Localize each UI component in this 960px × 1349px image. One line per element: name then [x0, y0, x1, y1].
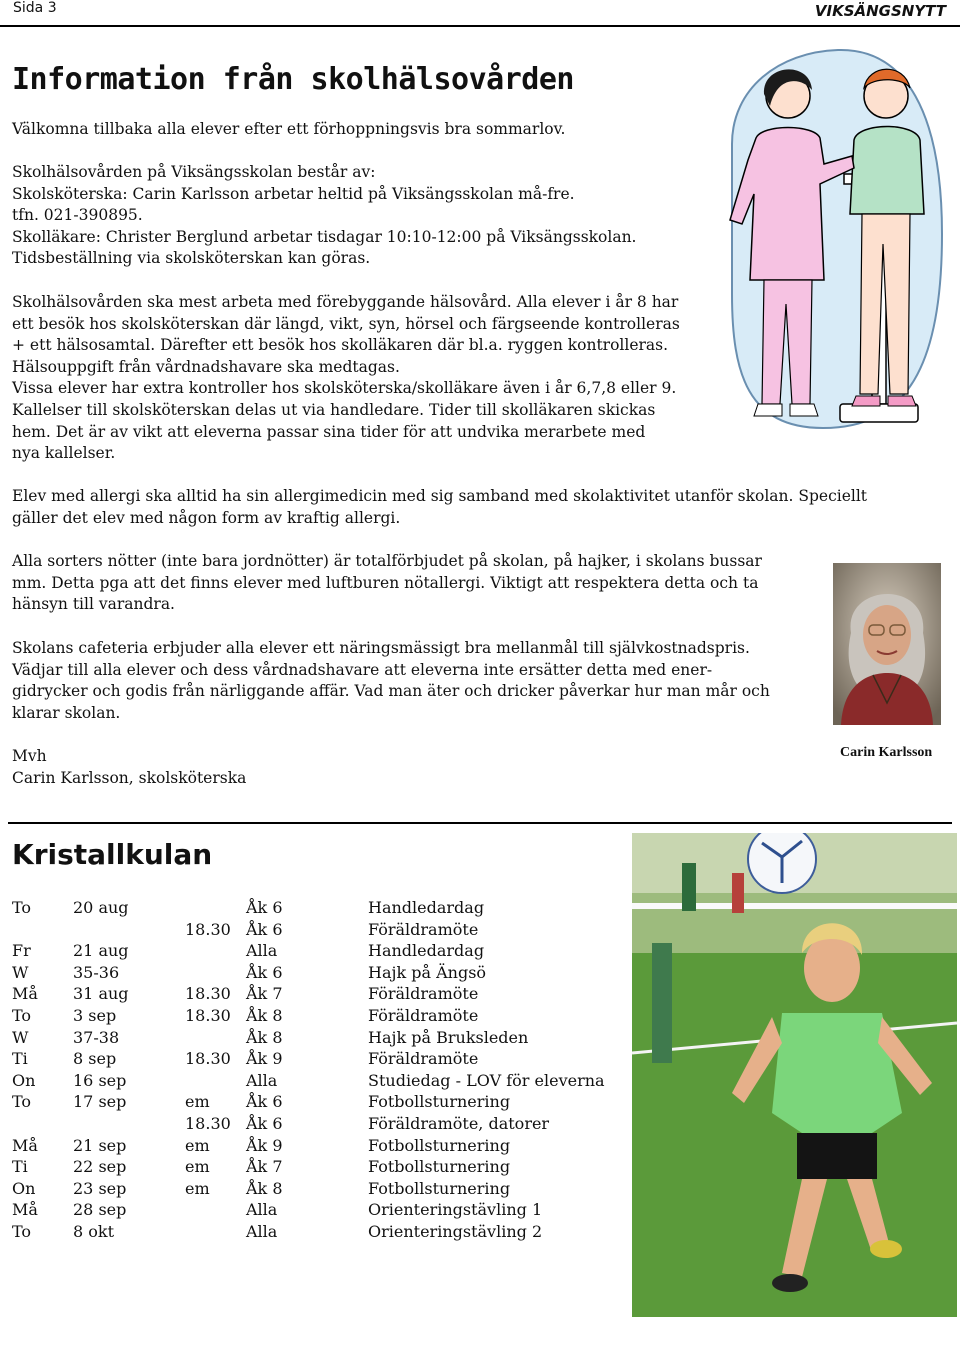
schedule-day	[12, 1113, 73, 1135]
schedule-day: To	[12, 1221, 32, 1241]
schedule-time: 18.30	[185, 1049, 231, 1069]
schedule-date	[73, 919, 185, 941]
football-photo	[632, 833, 957, 1317]
schedule-event: Föräldramöte	[368, 1005, 479, 1025]
paragraph-cafeteria: Skolans cafeteria erbjuder alla elever ett näringsmässigt bra mellanmål till självkostnadspris. Vädjar till alla elever och dess vårdnadshavare att eleverna inte ersätter detta med ener- gidrycker och godis från närliggande affär. Vad man äter och dricker påverkar hur man mår och klarar skolan.	[12, 639, 770, 722]
article-title-calendar: Kristallkulan	[12, 838, 213, 871]
schedule-day: Ti	[12, 1157, 28, 1177]
schedule-day	[12, 919, 73, 941]
paragraph-nuts: Alla sorters nötter (inte bara jordnötter) är totalförbjudet på skolan, på hajker, i skolans bussar mm. Detta pga att det finns elever med luftburen nötallergi. Viktigt att respektera detta och ta hänsyn till varandra.	[12, 552, 762, 614]
schedule-event: Fotbollsturnering	[368, 1135, 511, 1155]
schedule-time	[185, 1221, 246, 1243]
schedule-row	[12, 1135, 628, 1157]
schedule-row	[12, 1199, 628, 1221]
schedule-date	[73, 1113, 185, 1135]
schedule-day: To	[12, 898, 32, 917]
schedule-time	[185, 1070, 246, 1092]
article-title-health: Information från skolhälsovården	[12, 62, 574, 97]
schedule-time: em	[185, 1135, 210, 1155]
schedule-time: em	[185, 1178, 210, 1198]
schedule-date: 22 sep	[73, 1157, 127, 1177]
schedule-row	[12, 1070, 628, 1092]
schedule-row	[12, 1178, 628, 1200]
schedule-row	[12, 940, 628, 962]
section-divider	[8, 822, 952, 824]
schedule-date: 3 sep	[73, 1005, 117, 1025]
schedule-time	[185, 1199, 246, 1221]
schedule-date: 37-38	[73, 1027, 120, 1047]
schedule-date: 20 aug	[73, 898, 129, 917]
schedule-row	[12, 1156, 628, 1178]
schedule-date: 8 okt	[73, 1221, 115, 1241]
schedule-group: Alla	[246, 1200, 278, 1220]
schedule-group: Åk 9	[246, 1049, 283, 1069]
schedule-group: Åk 6	[246, 1113, 283, 1133]
schedule-time	[185, 897, 246, 919]
schedule-time: 18.30	[185, 984, 231, 1004]
schedule-row	[12, 1048, 628, 1070]
schedule-group: Åk 8	[246, 1027, 283, 1047]
schedule-day: W	[12, 1027, 29, 1047]
schedule-event: Föräldramöte	[368, 919, 479, 939]
schedule-event: Fotbollsturnering	[368, 1092, 511, 1112]
schedule-event: Handledardag	[368, 898, 485, 917]
schedule-time: em	[185, 1092, 210, 1112]
schedule-date: 35-36	[73, 962, 120, 982]
schedule-time: 18.30	[185, 1113, 231, 1133]
schedule-date: 16 sep	[73, 1070, 127, 1090]
schedule-event: Orienteringstävling 1	[368, 1200, 543, 1220]
schedule-group: Åk 9	[246, 1135, 283, 1155]
schedule-group: Alla	[246, 1221, 278, 1241]
schedule-event: Studiedag - LOV för eleverna	[368, 1070, 605, 1090]
schedule-day: Må	[12, 1135, 38, 1155]
nurse-illustration	[728, 44, 950, 444]
schedule-group: Åk 7	[246, 984, 283, 1004]
schedule-event: Fotbollsturnering	[368, 1178, 511, 1198]
paragraph-preventive: Skolhälsovården ska mest arbeta med förebyggande hälsovård. Alla elever i år 8 har ett besök hos skolsköterskan där längd, vikt, syn, hörsel och färgseende kontrolleras + ett hälsosamtal. Därefter ett besök hos skolläkaren där bl.a. ryggen kontrolleras. Hälsouppgift från vårdnadshavare ska medtagas. Vissa elever har extra kontroller hos skolsköterska/skolläkare även i år 6,7,8 eller 9. Kallelser till skolsköterskan delas ut via handledare. Tider till skolläkaren skickas hem. Det är av vikt att eleverna passar sina tider för att undvika merarbete med nya kallelser.	[12, 293, 680, 463]
schedule-day: On	[12, 1070, 36, 1090]
schedule-row	[12, 1113, 628, 1135]
schedule-event: Föräldramöte	[368, 1049, 479, 1069]
paragraph-allergy: Elev med allergi ska alltid ha sin allergimedicin med sig samband med skolaktivitet utanför skolan. Speciellt gäller det elev med någon form av kraftig allergi.	[12, 487, 868, 527]
schedule-day: Fr	[12, 941, 31, 961]
schedule-row	[12, 1221, 628, 1243]
schedule-date: 21 aug	[73, 941, 129, 961]
schedule-time: em	[185, 1157, 210, 1177]
header-rule	[0, 25, 960, 27]
schedule-group: Åk 8	[246, 1178, 283, 1198]
schedule-group: Åk 6	[246, 962, 283, 982]
schedule-time: 18.30	[185, 919, 231, 939]
schedule-row	[12, 1091, 628, 1113]
paragraph-welcome: Välkomna tillbaka alla elever efter ett förhoppningsvis bra sommarlov.	[12, 120, 566, 138]
schedule-event: Föräldramöte	[368, 984, 479, 1004]
schedule-event: Hajk på Ängsö	[368, 962, 487, 982]
schedule-group: Alla	[246, 1070, 278, 1090]
schedule-row	[12, 983, 628, 1005]
schedule-row	[12, 1005, 628, 1027]
schedule-date: 8 sep	[73, 1049, 117, 1069]
schedule-group: Åk 6	[246, 919, 283, 939]
page-number: Sida 3	[13, 0, 57, 16]
schedule-event: Handledardag	[368, 941, 485, 961]
schedule-day: W	[12, 962, 29, 982]
schedule-day: To	[12, 1092, 32, 1112]
schedule-date: 23 sep	[73, 1178, 127, 1198]
schedule-day: Må	[12, 984, 38, 1004]
schedule-group: Åk 6	[246, 1092, 283, 1112]
schedule-time: 18.30	[185, 1005, 231, 1025]
newsletter-title: VIKSÄNGSNYTT	[814, 2, 946, 20]
schedule-date: 28 sep	[73, 1200, 127, 1220]
schedule-date: 31 aug	[73, 984, 129, 1004]
schedule-event: Orienteringstävling 2	[368, 1221, 543, 1241]
portrait-photo-carin-karlsson	[833, 563, 941, 725]
schedule-event: Föräldramöte, datorer	[368, 1113, 550, 1133]
schedule-time	[185, 962, 246, 984]
schedule-group: Åk 8	[246, 1005, 283, 1025]
schedule-time	[185, 940, 246, 962]
schedule-day: Må	[12, 1200, 38, 1220]
schedule-group: Åk 6	[246, 898, 283, 917]
schedule-row	[12, 1027, 628, 1049]
photo-caption: Carin Karlsson	[840, 745, 933, 760]
schedule-event: Fotbollsturnering	[368, 1157, 511, 1177]
schedule-day: To	[12, 1005, 32, 1025]
paragraph-staff: Skolhälsovården på Viksängsskolan består av: Skolsköterska: Carin Karlsson arbetar heltid på Viksängsskolan må-fre. tfn. 021-390895. Skolläkare: Christer Berglund arbetar tisdagar 10:10-12:00 på Viksängsskolan. Tidsbeställning via skolsköterskan kan göras.	[12, 163, 637, 268]
schedule-row	[12, 919, 628, 941]
signature: Mvh Carin Karlsson, skolsköterska	[12, 747, 247, 787]
schedule-row	[12, 962, 628, 984]
schedule-time	[185, 1027, 246, 1049]
schedule-group: Åk 7	[246, 1157, 283, 1177]
schedule-table	[12, 897, 628, 1243]
schedule-row	[12, 897, 628, 919]
schedule-day: Ti	[12, 1049, 28, 1069]
schedule-group: Alla	[246, 941, 278, 961]
schedule-date: 17 sep	[73, 1092, 127, 1112]
schedule-day: On	[12, 1178, 36, 1198]
schedule-date: 21 sep	[73, 1135, 127, 1155]
schedule-event: Hajk på Bruksleden	[368, 1027, 529, 1047]
